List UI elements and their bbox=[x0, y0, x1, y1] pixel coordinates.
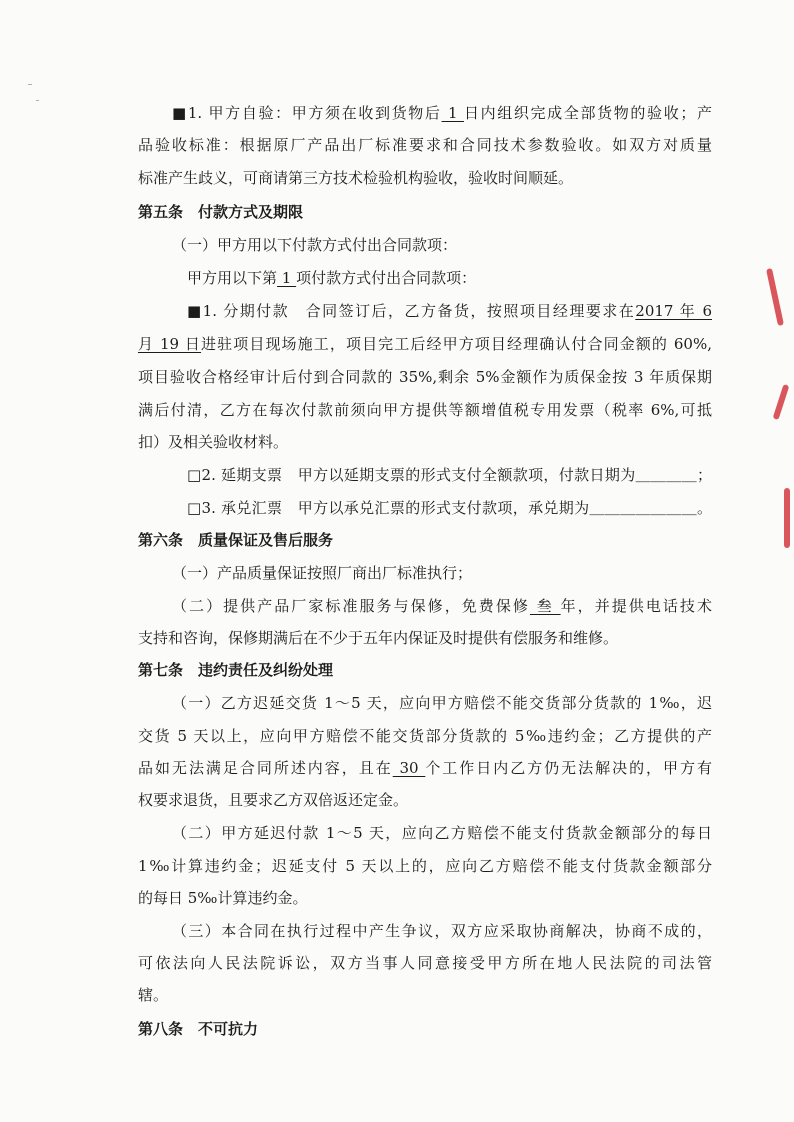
article-heading: 第七条 违约责任及纠纷处理 bbox=[138, 661, 334, 679]
paragraph-line: 月 19 日进驻项目现场施工，项目完工后经甲方项目经理确认付合同金额的 60%, bbox=[138, 335, 713, 353]
resolution-days: 30 bbox=[392, 759, 426, 777]
paragraph-line: 甲方用以下第 1 项付款方式付出合同款项： bbox=[187, 269, 477, 287]
paragraph-line: 品验收标准：根据原厂产品出厂标准要求和合同技术参数验收。如双方对质量 bbox=[138, 136, 712, 154]
scan-mark bbox=[28, 84, 32, 85]
paragraph-line: 项目验收合格经审计后付到合同款的 35%,剩余 5%金额作为质保金按 3 年质保期 bbox=[138, 368, 712, 386]
article-heading: 第五条 付款方式及期限 bbox=[138, 203, 304, 221]
paragraph-line: （二）甲方延迟付款 1～5 天，应向乙方赔偿不能支付货款金额部分的每日 bbox=[172, 824, 712, 842]
paragraph-line: 交货 5 天以上，应向甲方赔偿不能交货部分货款的 5‰违约金；乙方提供的产 bbox=[138, 727, 712, 745]
paragraph-line: 标准产生歧义，可商请第三方技术检验机构验收，验收时间顺延。 bbox=[138, 169, 574, 187]
paragraph-line: 的每日 5‰计算违约金。 bbox=[138, 889, 308, 907]
seal-fragment bbox=[773, 384, 790, 420]
paragraph-line: 辖。 bbox=[138, 986, 169, 1004]
paragraph-line: （一）产品质量保证按照厂商出厂标准执行； bbox=[172, 564, 473, 582]
paragraph-line: （一）甲方用以下付款方式付出合同款项： bbox=[172, 236, 458, 254]
paragraph-line: （三）本合同在执行过程中产生争议，双方应采取协商解决，协商不成的， bbox=[172, 922, 712, 940]
paragraph-line: 扣）及相关验收材料。 bbox=[138, 433, 289, 451]
paragraph-line: 满后付清，乙方在每次付款前须向甲方提供等额增值税专用发票（税率 6%,可抵 bbox=[138, 401, 712, 419]
start-year: 2017 年 6 bbox=[635, 302, 712, 320]
paragraph-line: 支持和咨询，保修期满后在不少于五年内保证及时提供有偿服务和维修。 bbox=[138, 629, 619, 647]
acceptance-days: 1 bbox=[441, 104, 464, 122]
paragraph-line: ■1. 甲方自验：甲方须在收到货物后 1 日内组织完成全部货物的验收；产 bbox=[172, 104, 712, 122]
paragraph-line: （一）乙方迟延交货 1～5 天，应向甲方赔偿不能交货部分货款的 1‰，迟 bbox=[172, 694, 712, 712]
start-date: 月 19 日 bbox=[138, 335, 202, 353]
article-heading: 第六条 质量保证及售后服务 bbox=[138, 531, 334, 549]
article-heading: 第八条 不可抗力 bbox=[138, 1020, 259, 1038]
payment-option-number: 1 bbox=[277, 269, 297, 287]
paragraph-line: 权要求退货，且要求乙方双倍返还定金。 bbox=[138, 791, 409, 809]
paragraph-line: □2. 延期支票 甲方以延期支票的形式支付全额款项，付款日期为＿＿＿＿； bbox=[187, 466, 712, 484]
paragraph-line: 1‰计算违约金；迟延支付 5 天以上的，应向乙方赔偿不能支付货款金额部分 bbox=[138, 857, 712, 875]
paragraph-line: 品如无法满足合同所述内容，且在 30 个工作日内乙方仍无法解决的，甲方有 bbox=[138, 759, 712, 777]
paragraph-line: ■1. 分期付款 合同签订后，乙方备货，按照项目经理要求在2017 年 6 bbox=[187, 302, 712, 320]
paragraph-line: 可依法向人民法院诉讼，双方当事人同意接受甲方所在地人民法院的司法管 bbox=[138, 954, 712, 972]
warranty-years: 叁 bbox=[529, 597, 561, 615]
paragraph-line: （二）提供产品厂家标准服务与保修，免费保修 叁 年，并提供电话技术 bbox=[172, 597, 712, 615]
paragraph-line: □3. 承兑汇票 甲方以承兑汇票的形式支付款项，承兑期为＿＿＿＿＿＿＿。 bbox=[187, 499, 712, 517]
scan-mark bbox=[36, 100, 39, 101]
